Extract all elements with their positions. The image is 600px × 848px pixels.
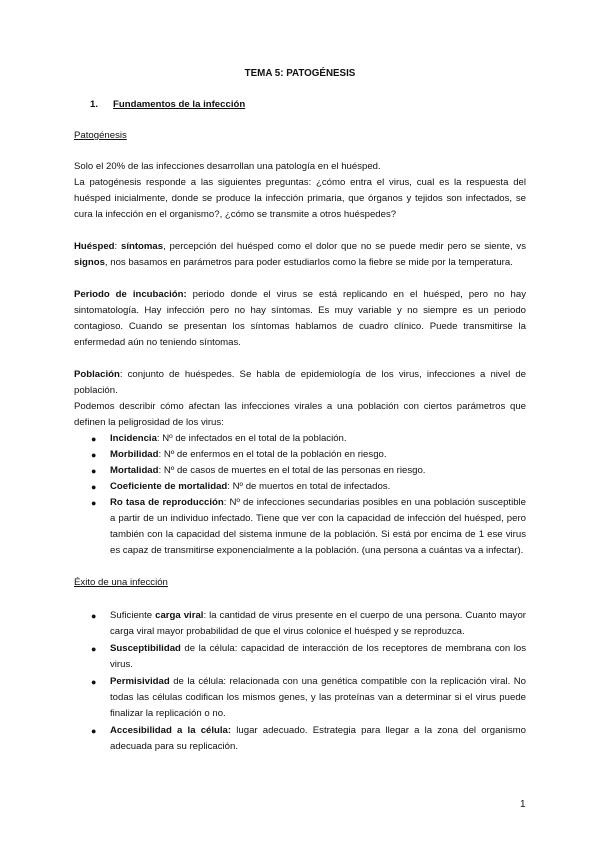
poblacion-list (74, 431, 526, 559)
list-item (74, 495, 526, 559)
item-term: Morbilidad (110, 449, 159, 460)
list-item (74, 479, 526, 495)
list-item (74, 608, 526, 640)
document-title: TEMA 5: PATOGÉNESIS (244, 68, 356, 79)
bullet-icon: ● (91, 611, 97, 621)
huesped-text2: , nos basamos en parámetros para poder estudiarlos como la fiebre se mide por la temperatura. (104, 257, 513, 268)
huesped-paragraph: Huésped: síntomas, percepción del huésped como el dolor que no se puede medir pero se siente, vs signos, nos basamos en parámetros para poder estudiarlos como la fiebre se mide por la temperatura. (74, 241, 526, 268)
bullet-icon: ● (91, 450, 97, 460)
item-text: : Nº de casos de muertes en el total de las personas en riesgo. (158, 465, 426, 476)
item-text: : la cantidad de virus presente en el cuerpo de una persona. Cuanto mayor carga viral mayor probabilidad de que el virus colonice el huésped y se reproduzca. (110, 610, 526, 637)
item-term: Mortalidad (110, 465, 159, 476)
item-text: : Nº de infecciones secundarias posibles en una población susceptible a partir de un individuo infectado. Tiene que ver con la capacidad de infección del huésped, pero también con la capacidad del sistema inmune de la población. Si está por encima de 1 ese virus es capaz de transmitirse exponencialmente a la población. (una persona a cuántas va a infectar). (110, 497, 527, 556)
term-poblacion: Población (74, 369, 120, 380)
item-text: de la célula: relacionada con una genética compatible con la replicación viral. No todas las células codifican los mismos genes, y las proteínas van a determinar si el virus puede finalizar la replicación o no. (110, 676, 526, 719)
poblacion-intro: Podemos describir cómo afectan las infecciones virales a una población con ciertos parámetros que definen la peligrosidad de los virus: (74, 401, 526, 428)
item-text: : Nº de muertos en total de infectados. (227, 481, 391, 492)
item-text: de la célula: capacidad de interacción de los receptores de membrana con los virus. (110, 643, 526, 670)
bullet-icon: ● (91, 498, 97, 508)
section-number: 1. (90, 99, 99, 110)
huesped-block (74, 239, 526, 271)
item-text: : Nº de infectados en el total de la población. (156, 433, 347, 444)
huesped-text1: , percepción del huésped como el dolor que no se puede medir pero se siente, vs (163, 241, 526, 252)
term-incubacion: Periodo de incubación: (74, 289, 187, 300)
section-title: Fundamentos de la infección (113, 99, 246, 110)
incubacion-text: periodo donde el virus se está replicando en el huésped, pero no hay sintomatología. Hay infección pero no hay síntomas. Es muy variable y no siempre es un periodo contagioso. Cuando se presentan los síntomas hablamos de cuadro clínico. Puede transmitirse la enfermedad aún no teniendo síntomas. (74, 289, 527, 348)
patogenesis-block (74, 159, 526, 223)
list-item (74, 723, 526, 755)
subheading-exito: Éxito de una infección (74, 577, 168, 588)
item-term: Accesibilidad a la célula: (110, 725, 232, 736)
item-term: Ro tasa de reproducción (110, 497, 224, 508)
list-item (74, 431, 526, 447)
poblacion-paragraph (74, 367, 526, 399)
section-heading (90, 97, 526, 113)
exito-list (74, 608, 526, 755)
item-term: carga viral (155, 610, 204, 621)
page-number: 1 (520, 799, 526, 810)
list-item (74, 674, 526, 722)
poblacion-text: : conjunto de huéspedes. Se habla de epidemiología de los virus, infecciones a nivel de población. (74, 369, 526, 396)
incubacion-block (74, 287, 526, 351)
bullet-icon: ● (91, 726, 97, 736)
list-item (74, 641, 526, 673)
subheading-patogenesis: Patogénesis (74, 130, 127, 141)
list-item (74, 447, 526, 463)
list-item (74, 463, 526, 479)
item-pre: Suficiente (110, 610, 156, 621)
bullet-icon: ● (91, 677, 97, 687)
item-term: Incidencia (110, 433, 157, 444)
term-sintomas: síntomas (120, 241, 164, 252)
patogenesis-p2: La patogénesis responde a las siguientes preguntas: ¿cómo entra el virus, cual es la respuesta del huésped inicialmente, donde se produce la infección primaria, que órganos y tejidos son infectados, se cura la infección en el organismo?, ¿cómo se transmite a otros huéspedes? (74, 177, 526, 220)
poblacion-block (74, 367, 526, 559)
bullet-icon: ● (91, 466, 97, 476)
bullet-icon: ● (91, 482, 97, 492)
item-term: Permisividad (110, 676, 170, 687)
item-text: : Nº de enfermos en el total de la población en riesgo. (158, 449, 387, 460)
document-page (74, 66, 526, 756)
item-term: Susceptibilidad (110, 643, 181, 654)
bullet-icon: ● (91, 644, 97, 654)
incubacion-paragraph (74, 287, 526, 351)
patogenesis-p1: Solo el 20% de las infecciones desarrollan una patología en el huésped. (74, 161, 381, 172)
item-term: Coeficiente de mortalidad (110, 481, 228, 492)
term-huesped: Huésped (74, 241, 115, 252)
item-text: lugar adecuado. Estrategia para llegar a la zona del organismo adecuada para su replicación. (110, 725, 526, 752)
bullet-icon: ● (91, 434, 97, 444)
term-signos: signos (74, 257, 105, 268)
